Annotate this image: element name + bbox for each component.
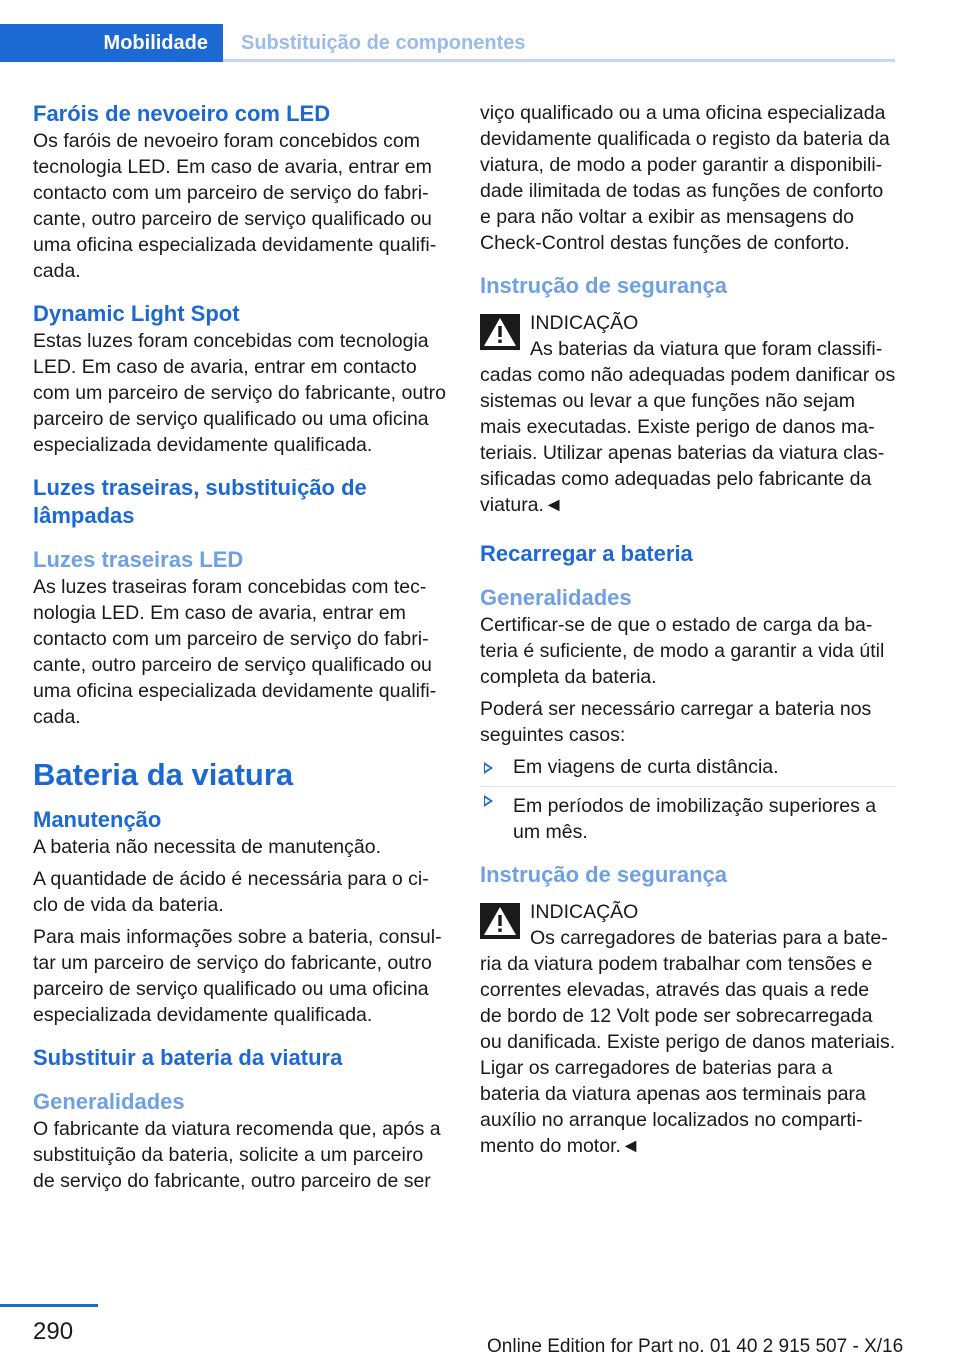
bullet-triangle-icon: [484, 762, 493, 774]
maintenance-heading: Manutenção: [33, 807, 162, 832]
cases-list: [480, 754, 896, 845]
rear-led-heading: Luzes traseiras LED: [33, 547, 244, 572]
rear-lights-heading: Luzes traseiras, substituição de lâmpadas: [33, 475, 367, 528]
general-heading-2: Generalidades: [480, 585, 632, 610]
general-heading: Generalidades: [33, 1089, 185, 1114]
maintenance-text-1: A bateria não necessita de manutenção.: [33, 836, 381, 858]
bullet-triangle-icon: [484, 795, 493, 807]
edition-text: Online Edition for Part no. 01 40 2 915 507 - X/16: [487, 1336, 904, 1357]
header-divider: [223, 59, 895, 62]
right-column: [480, 100, 896, 1159]
battery-heading: Bateria da viatura: [33, 757, 294, 792]
safety-heading-2: Instrução de segurança: [480, 862, 727, 887]
footer-accent-line: [0, 1304, 98, 1307]
general2-text-1: Certificar-se de que o estado de carga da bateria é suficiente, de modo a garantir a vida útil completa da bateria.: [480, 614, 885, 688]
general2-text-2: Poderá ser necessário carregar a bateria nos seguintes casos:: [480, 698, 872, 746]
left-column: [33, 100, 447, 1200]
list-item-text: Em viagens de curta distância.: [513, 756, 779, 778]
fog-lights-text: Os faróis de nevoeiro foram concebidos com tecnologia LED. Em caso de avaria, entrar em contacto com um parceiro de serviço do fabricante, outro parceiro de serviço qualificado ou uma oficina especializada devidamente qualificada.: [33, 130, 437, 282]
page-number: 290: [33, 1318, 74, 1345]
notice-block-2: [480, 899, 896, 1159]
notice-label-1: INDICAÇÃO: [530, 312, 639, 334]
dynamic-light-spot-heading: Dynamic Light Spot: [33, 301, 240, 326]
notice-text-1: As baterias da viatura que foram classificadas como não adequadas podem danificar os sistemas ou levar a que funções não sejam mais executadas. Existe perigo de danos materiais. Utilizar apenas baterias da viatura classificadas como adequadas pelo fabricante da viatura.◄: [480, 338, 896, 516]
safety-heading-1: Instrução de segurança: [480, 273, 727, 298]
notice-text-2: Os carregadores de baterias para a bateria da viatura podem trabalhar com tensões e correntes elevadas, através das quais a rede de bordo de 12 Volt pode ser sobrecarregada ou danificada. Existe perigo de danos materiais. Ligar os carregadores de baterias para a bateria da viatura apenas aos terminais para auxílio no arranque localizados no compartimento do motor.◄: [480, 927, 896, 1157]
header-chapter-title: Substituição de componentes: [241, 32, 526, 54]
maintenance-text-3: Para mais informações sobre a bateria, consultar um parceiro de serviço do fabricante, outro parceiro de serviço qualificado ou uma oficina especializada devidamente qualificada.: [33, 926, 442, 1026]
maintenance-text-2: A quantidade de ácido é necessária para o ciclo de vida da bateria.: [33, 868, 429, 916]
dynamic-light-spot-text: Estas luzes foram concebidas com tecnologia LED. Em caso de avaria, entrar em contacto com um parceiro de serviço do fabricante, outro parceiro de serviço qualificado ou uma oficina especializada devidamente qualificada.: [33, 330, 446, 456]
list-item: [480, 754, 896, 780]
recharge-heading: Recarregar a bateria: [480, 541, 693, 566]
replace-battery-heading: Substituir a bateria da viatura: [33, 1045, 343, 1070]
continued-text: viço qualificado ou a uma oficina especializada devidamente qualificada o registo da bateria da viatura, de modo a poder garantir a disponibilidade ilimitada de todas as funções de conforto e para não voltar a exibir as mensagens do Check-Control destas funções de conforto.: [480, 102, 890, 254]
warning-icon: [480, 314, 520, 350]
page-header: [0, 24, 895, 62]
notice-block-1: [480, 310, 896, 518]
fog-lights-heading: Faróis de nevoeiro com LED: [33, 101, 331, 126]
list-item-text: Em períodos de imobilização superiores a um mês.: [513, 795, 877, 843]
list-item: [480, 786, 896, 845]
notice-label-2: INDICAÇÃO: [530, 901, 639, 923]
rear-led-text: As luzes traseiras foram concebidas com tecnologia LED. Em caso de avaria, entrar em contacto com um parceiro de serviço do fabricante, outro parceiro de serviço qualificado ou uma oficina especializada devidamente qualificada.: [33, 576, 437, 728]
header-section-tab: Mobilidade: [0, 24, 223, 62]
warning-icon: [480, 903, 520, 939]
general-text: O fabricante da viatura recomenda que, após a substituição da bateria, solicite a um parceiro de serviço do fabricante, outro parceiro de ser: [33, 1118, 441, 1192]
